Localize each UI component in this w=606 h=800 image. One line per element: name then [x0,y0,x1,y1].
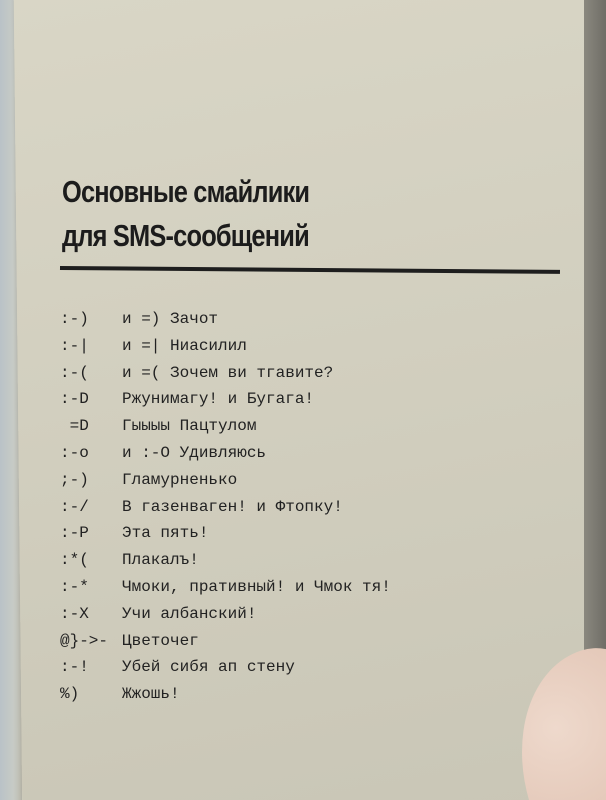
smiley-row [60,601,560,628]
smiley-list [60,306,560,708]
heading-line-1: Основные смайлики [62,174,310,209]
smiley-meaning: и =( Зочем ви тгавите? [122,363,334,382]
smiley-row [60,681,560,708]
smiley-code: :-D [60,390,89,409]
smiley-meaning: Жжошь! [122,685,180,704]
smiley-code: @}->- [60,631,109,650]
smiley-row [60,547,560,574]
smiley-code: :-* [60,577,89,596]
smiley-meaning: Ржунимагу! и Бугага! [122,390,315,409]
smiley-meaning: Убей сибя ап стену [122,658,295,677]
smiley-code: :-/ [60,497,89,516]
smiley-meaning: и =) Зачот [122,310,219,328]
smiley-row [60,654,560,681]
smiley-row [60,360,560,387]
smiley-code: :*( [60,551,89,570]
smiley-code: =D [60,417,89,436]
smiley-meaning: Гыыыы Пацтулом [122,417,257,436]
smiley-row [60,574,560,601]
smiley-meaning: В газенваген! и Фтопку! [122,497,343,516]
smiley-row [60,306,560,333]
smiley-code: :-! [60,658,89,677]
smiley-meaning: Гламурненько [122,470,238,489]
smiley-code: :-o [60,443,89,462]
smiley-meaning: Эта пять! [122,524,209,543]
smiley-code: :-X [60,604,89,623]
smiley-code: :-| [60,336,89,355]
smiley-row [60,520,560,547]
smiley-meaning: Плакалъ! [122,551,199,570]
smiley-row [60,440,560,467]
smiley-code: :-( [60,363,89,382]
page-heading [62,170,472,258]
smiley-meaning: Чмоки, пративный! и Чмок тя! [122,577,391,596]
smiley-row [60,467,560,494]
smiley-row [60,413,560,440]
smiley-row [60,628,560,655]
smiley-code: ;-) [60,470,89,489]
heading-line-2: для SMS-сообщений [62,218,309,253]
smiley-meaning: и :-O Удивляюсь [122,443,267,462]
smiley-code: :-) [60,310,89,328]
smiley-row [60,333,560,360]
smiley-row [60,386,560,413]
smiley-code: %) [60,685,80,704]
smiley-meaning: Учи албанский! [122,604,257,623]
smiley-code: :-P [60,524,89,543]
smiley-row [60,494,560,521]
smiley-meaning: и =| Ниасилил [122,336,247,355]
smiley-meaning: Цветочег [122,631,199,650]
